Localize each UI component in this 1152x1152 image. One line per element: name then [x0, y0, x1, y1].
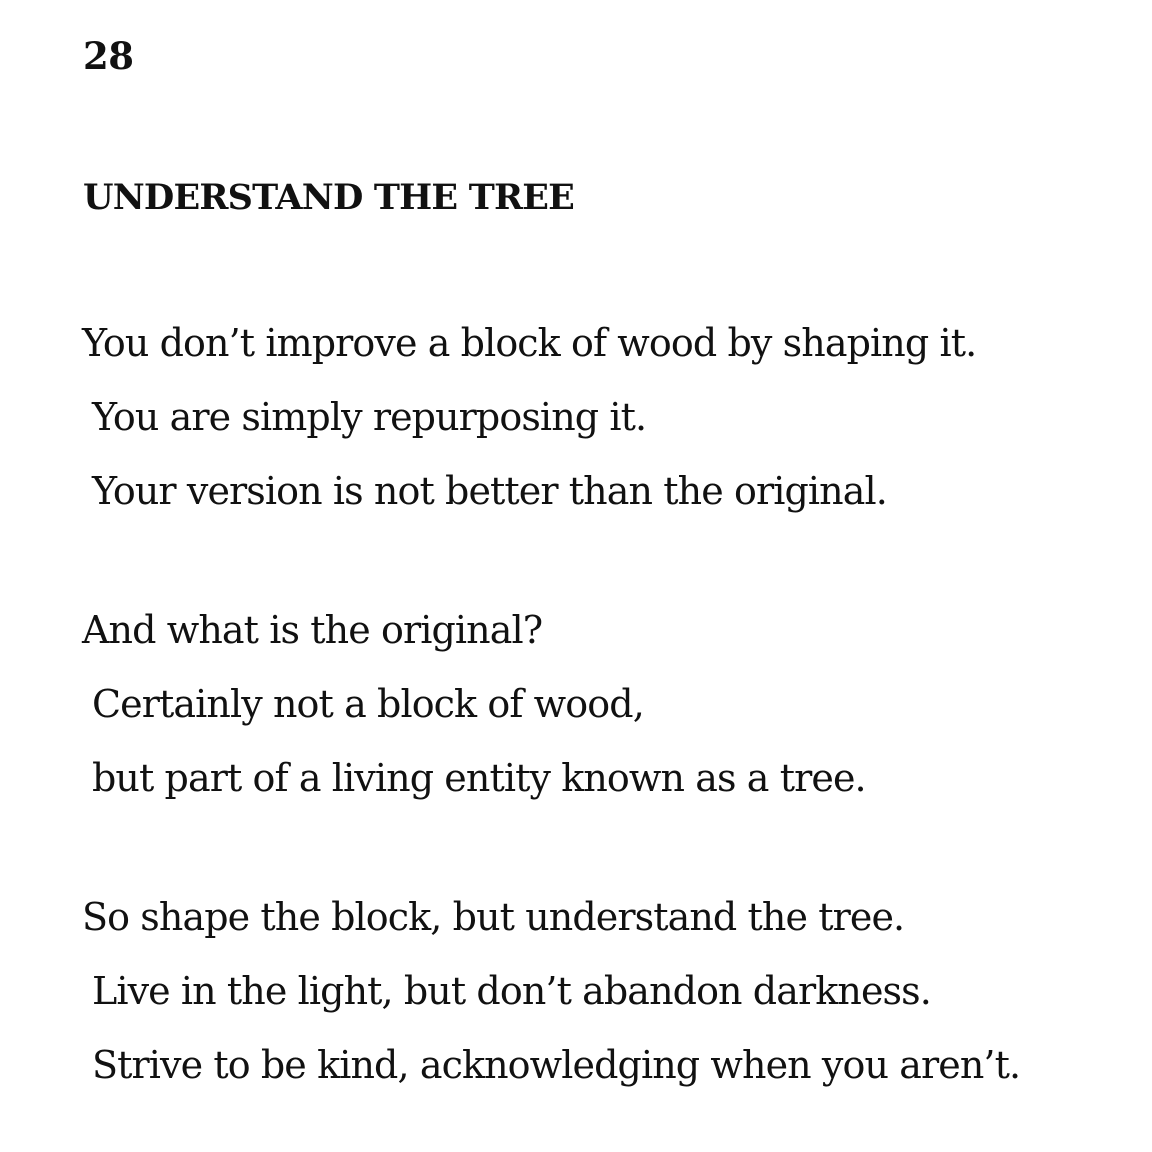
poem-line: You are simply repurposing it. — [92, 395, 647, 439]
poem-line: but part of a living entity known as a tree. — [92, 756, 866, 800]
poem-line: And what is the original? — [82, 608, 543, 652]
poem-title: UNDERSTAND THE TREE — [83, 177, 574, 218]
poem-line: Live in the light, but don’t abandon darkness. — [92, 969, 931, 1013]
page-number: 28 — [83, 34, 134, 78]
poem-line: So shape the block, but understand the tree. — [82, 895, 905, 939]
poem-line: Strive to be kind, acknowledging when you aren’t. — [92, 1043, 1021, 1087]
poem-line: You don’t improve a block of wood by shaping it. — [82, 321, 977, 365]
poem-line: Your version is not better than the original. — [92, 469, 887, 513]
poem-line: Certainly not a block of wood, — [92, 682, 644, 726]
